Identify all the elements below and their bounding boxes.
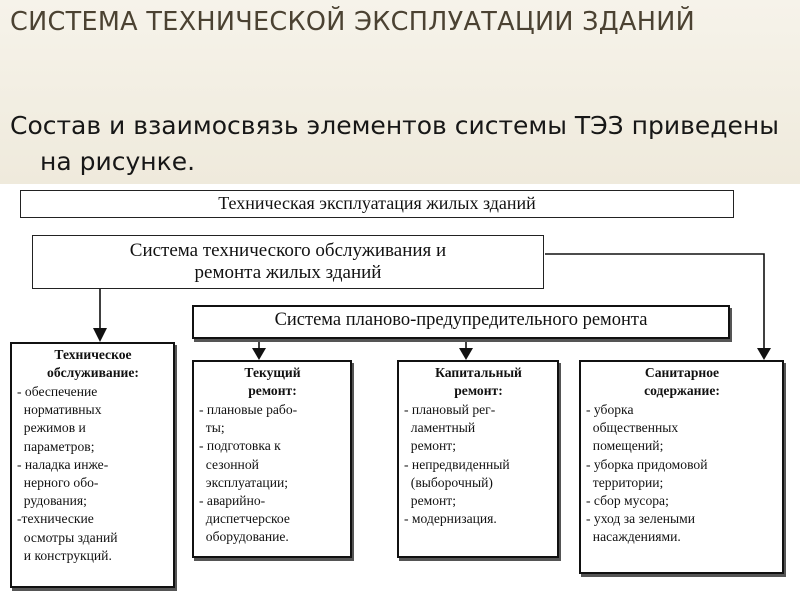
list-item: - сбор мусора; bbox=[586, 493, 669, 509]
list-item: - наладка инже- bbox=[17, 456, 109, 472]
box-technical-operation-label: Техническая эксплуатация жилых зданий bbox=[218, 193, 536, 213]
list-item: - непредвиденный bbox=[404, 456, 510, 472]
list-item: ремонт; bbox=[404, 493, 457, 509]
list-item: нерного обо- bbox=[17, 475, 99, 491]
list-item: нормативных bbox=[17, 402, 102, 418]
list-item: помещений; bbox=[586, 438, 664, 454]
col-head-line1: Санитарное bbox=[644, 365, 720, 380]
list-item: - аварийно- bbox=[199, 493, 266, 509]
list-item: территории; bbox=[586, 474, 664, 490]
list-item: - модернизация. bbox=[404, 511, 497, 527]
list-item: ламентный bbox=[404, 420, 476, 436]
list-item: диспетчерское bbox=[199, 511, 290, 527]
list-item: - уход за зелеными bbox=[586, 511, 696, 527]
list-item: рудования; bbox=[17, 493, 87, 509]
col-head-line2: ремонт: bbox=[454, 383, 503, 398]
box-sanitary-maintenance bbox=[579, 360, 784, 574]
arrowhead-maintenance bbox=[93, 328, 107, 342]
list-item: насаждениями. bbox=[586, 529, 681, 545]
list-item: - плановый рег- bbox=[404, 402, 496, 417]
list-item: оборудование. bbox=[199, 529, 289, 545]
box-current-repair bbox=[192, 360, 352, 558]
tez-diagram bbox=[0, 184, 800, 600]
list-item: - плановые рабо- bbox=[199, 402, 298, 417]
system-label-line1: Система технического обслуживания и bbox=[129, 240, 447, 261]
arrowhead-sanitary bbox=[757, 348, 771, 360]
box-technical-maintenance bbox=[10, 342, 175, 588]
list-item: эксплуатации; bbox=[199, 474, 289, 490]
col-head-line1: Техническое bbox=[54, 347, 132, 362]
list-item: ремонт; bbox=[404, 438, 457, 454]
list-item: (выборочный) bbox=[404, 474, 493, 490]
arrowhead-current bbox=[252, 348, 266, 360]
arrowhead-capital bbox=[459, 348, 473, 360]
slide-header-band bbox=[0, 0, 800, 184]
list-item: - уборка bbox=[586, 402, 634, 417]
list-item: общественных bbox=[586, 420, 679, 436]
list-item: -технические bbox=[17, 511, 94, 527]
list-item: сезонной bbox=[199, 456, 259, 472]
list-item: осмотры зданий bbox=[17, 529, 118, 545]
slide-subtitle: Состав и взаимосвязь элементов системы ТЭЗ приведены на рисунке. bbox=[10, 111, 779, 176]
col-head-line2: ремонт: bbox=[248, 383, 297, 398]
list-item: - обеспечение bbox=[17, 384, 98, 399]
list-item: и конструкций. bbox=[17, 547, 112, 563]
list-item: - уборка придомовой bbox=[586, 456, 708, 472]
box-ppr-label: Система планово-предупредительного ремонта bbox=[274, 310, 648, 330]
col-head-line1: Текущий bbox=[244, 365, 301, 380]
col-head-line1: Капитальный bbox=[435, 365, 522, 380]
col-head-line2: содержание: bbox=[644, 383, 720, 398]
col-head-line2: обслуживание: bbox=[47, 365, 139, 380]
system-label-line2: ремонта жилых зданий bbox=[194, 262, 382, 283]
slide-title: СИСТЕМА ТЕХНИЧЕСКОЙ ЭКСПЛУАТАЦИИ ЗДАНИЙ bbox=[10, 7, 695, 37]
list-item: - подготовка к bbox=[199, 438, 281, 454]
box-ppr-system bbox=[192, 305, 730, 339]
list-item: ты; bbox=[199, 420, 225, 436]
list-item: параметров; bbox=[17, 438, 95, 454]
box-technical-operation bbox=[20, 190, 734, 218]
box-capital-repair bbox=[397, 360, 559, 558]
list-item: режимов и bbox=[17, 420, 86, 436]
box-maintenance-repair-system bbox=[32, 235, 544, 289]
